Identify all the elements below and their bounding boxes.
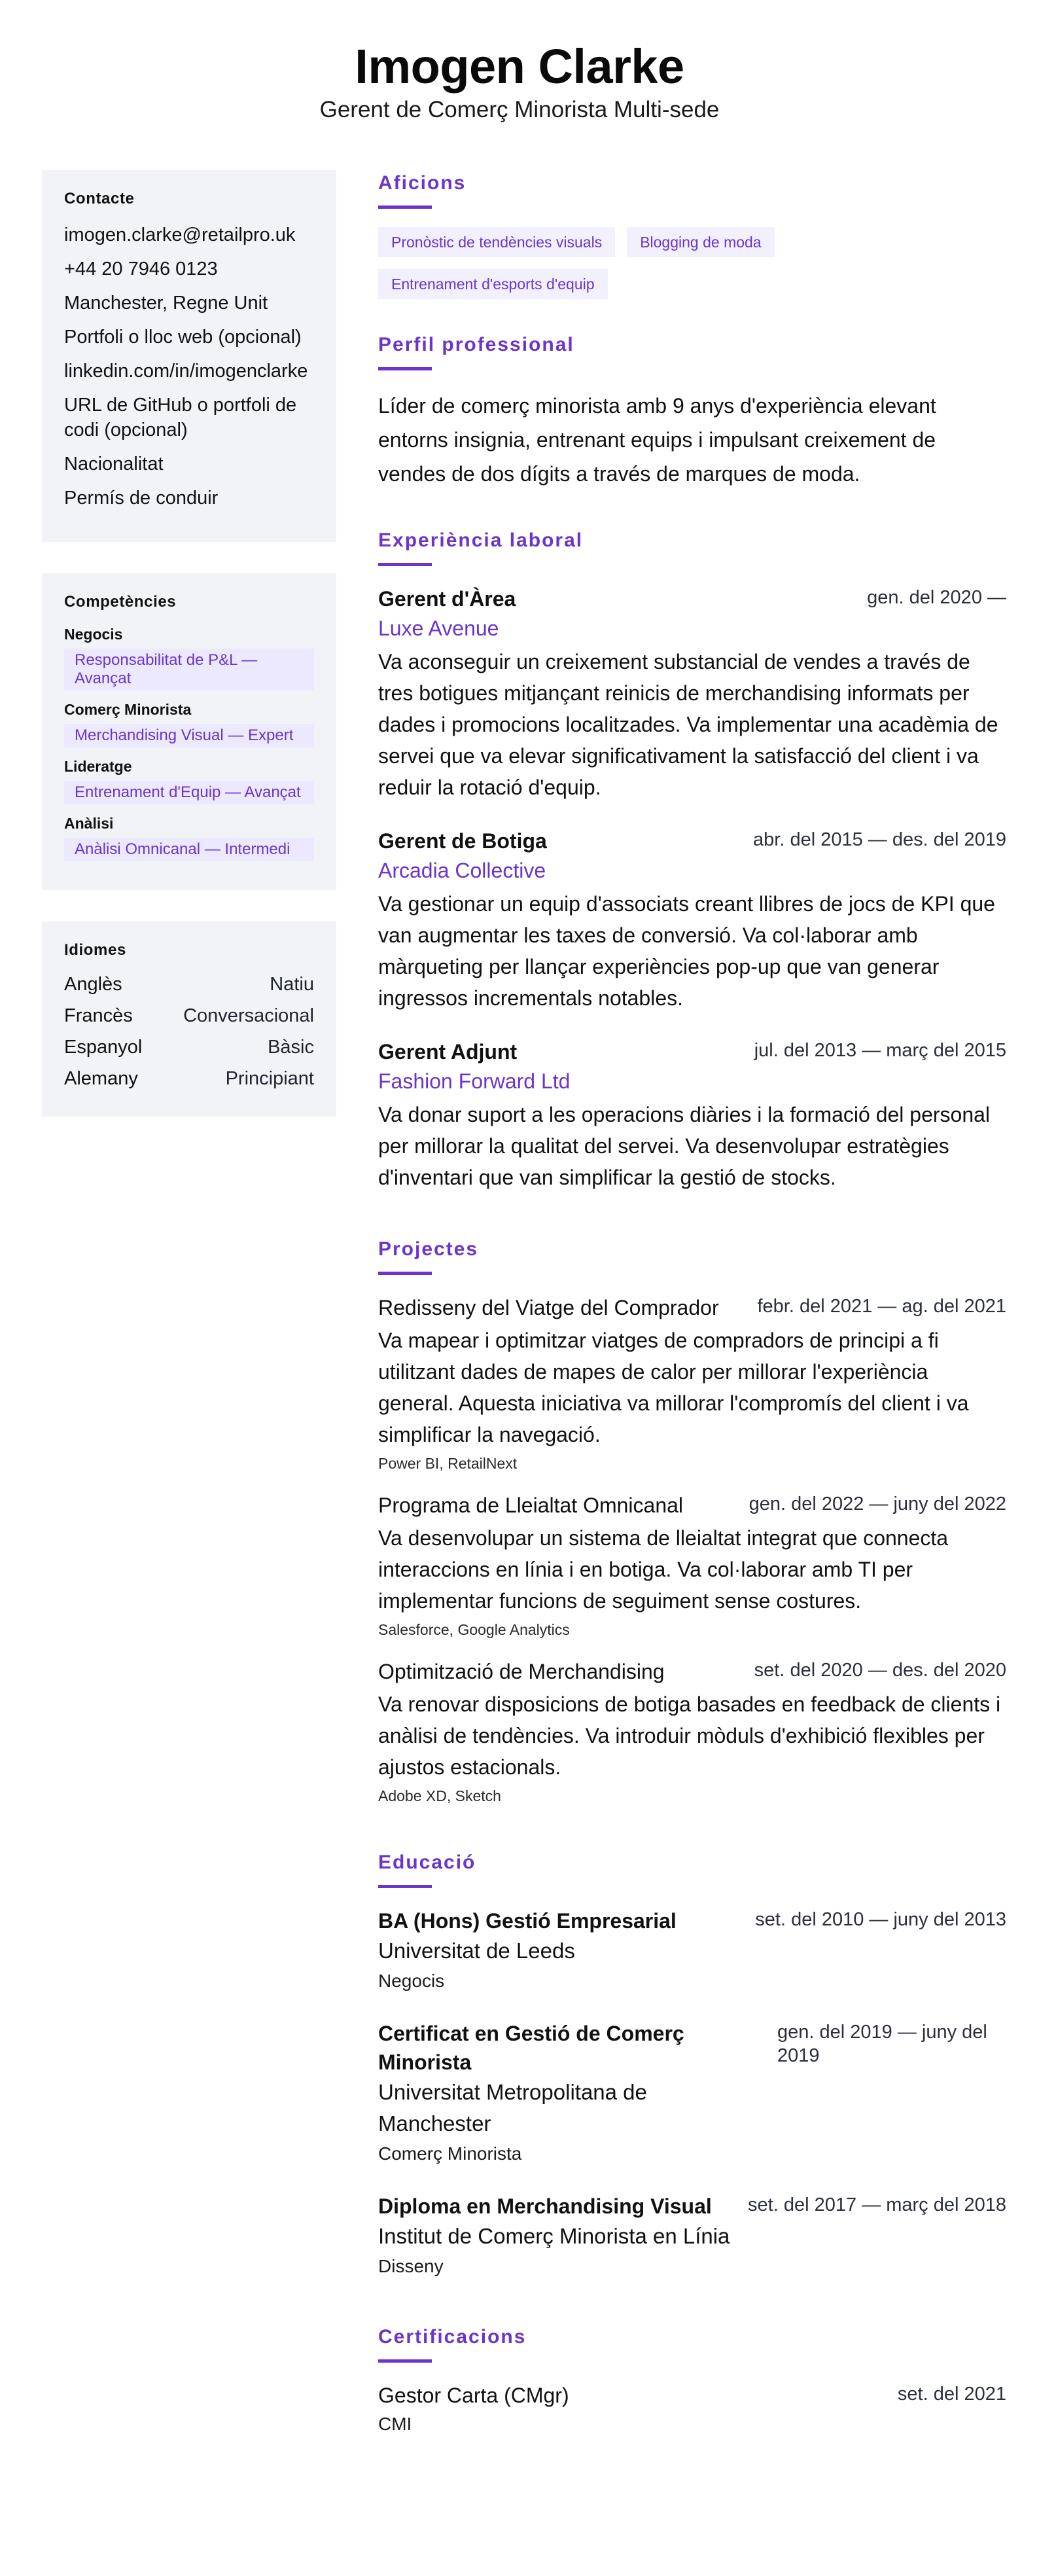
candidate-name: Imogen Clarke bbox=[355, 39, 684, 94]
profile-summary: Líder de comerç minorista amb 9 anys d'experiència elevant entorns insignia, entrenant equips i impulsant creixement de vendes de dos dígits a través de marques de moda. bbox=[378, 394, 936, 486]
project-name: Programa de Lleialtat Omnicanal bbox=[378, 1494, 684, 1517]
contact-linkedin[interactable]: linkedin.com/in/imogenclarke bbox=[64, 361, 308, 382]
skill-group bbox=[64, 758, 314, 804]
language-level: Conversacional bbox=[183, 1005, 314, 1026]
education-entry bbox=[378, 2192, 1006, 2281]
contact-driving-license: Permís de conduir bbox=[64, 488, 219, 509]
skill-group-title: Comerç Minorista bbox=[64, 701, 192, 718]
contact-phone[interactable]: +44 20 7946 0123 bbox=[64, 259, 218, 279]
education-dates: set. del 2017 — març del 2018 bbox=[748, 2194, 1006, 2215]
skill-tag: Entrenament d'Equip — Avançat bbox=[64, 781, 314, 804]
certification-name: Gestor Carta (CMgr) bbox=[378, 2384, 569, 2407]
skill-group bbox=[64, 815, 314, 861]
certification-issuer: CMI bbox=[378, 2414, 412, 2434]
project-name: Optimització de Merchandising bbox=[378, 1660, 665, 1683]
education-dates: set. del 2010 — juny del 2013 bbox=[755, 1909, 1006, 1930]
job-title: Gerent Adjunt bbox=[378, 1040, 518, 1064]
section-divider bbox=[378, 2359, 432, 2363]
field-of-study: Comerç Minorista bbox=[378, 2143, 522, 2164]
institution-name: Universitat de Leeds bbox=[378, 1939, 575, 1963]
project-entry bbox=[378, 1491, 1006, 1640]
hobby-tag: Blogging de moda bbox=[627, 227, 774, 257]
profile-section bbox=[378, 332, 1006, 491]
resume-header bbox=[0, 0, 1039, 170]
institution-name: Institut de Comerç Minorista en Línia bbox=[378, 2224, 730, 2248]
job-dates: gen. del 2020 — bbox=[867, 587, 1006, 608]
education-entry bbox=[378, 2019, 1006, 2168]
job-title: Gerent d'Àrea bbox=[378, 587, 516, 611]
skill-tag: Anàlisi Omnicanal — Intermedi bbox=[64, 838, 314, 861]
hobby-tag: Pronòstic de tendències visuals bbox=[378, 227, 615, 257]
language-level: Natiu bbox=[270, 974, 314, 995]
project-entry bbox=[378, 1293, 1006, 1474]
company-name: Arcadia Collective bbox=[378, 859, 546, 882]
hobbies-section bbox=[378, 170, 1006, 299]
project-technologies: Adobe XD, Sketch bbox=[378, 1787, 501, 1804]
project-entry bbox=[378, 1657, 1006, 1806]
section-title: Experiència laboral bbox=[378, 529, 584, 551]
section-divider bbox=[378, 1272, 432, 1275]
section-title: Projectes bbox=[378, 1238, 479, 1260]
section-title: Certificacions bbox=[378, 2326, 527, 2348]
language-row bbox=[64, 1063, 314, 1094]
project-technologies: Power BI, RetailNext bbox=[378, 1455, 518, 1472]
company-name: Fashion Forward Ltd bbox=[378, 1069, 571, 1093]
skill-group-title: Anàlisi bbox=[64, 815, 114, 832]
section-title: Educació bbox=[378, 1851, 476, 1873]
project-technologies: Salesforce, Google Analytics bbox=[378, 1621, 570, 1638]
job-dates: jul. del 2013 — març del 2015 bbox=[754, 1040, 1006, 1061]
language-name: Francès bbox=[64, 1005, 133, 1026]
certifications-section bbox=[378, 2324, 1006, 2439]
language-name: Espanyol bbox=[64, 1037, 143, 1058]
main-column bbox=[378, 170, 1006, 2482]
education-entry bbox=[378, 1906, 1006, 1995]
job-title: Gerent de Botiga bbox=[378, 829, 547, 853]
contact-card bbox=[42, 170, 336, 542]
experience-entry bbox=[378, 584, 1006, 803]
language-name: Alemany bbox=[64, 1068, 138, 1089]
skill-group-title: Negocis bbox=[64, 626, 123, 643]
experience-entry bbox=[378, 827, 1006, 1014]
degree-name: Certificat en Gestió de Comerç Minorista bbox=[378, 2022, 684, 2074]
section-divider bbox=[378, 563, 432, 566]
contact-title: Contacte bbox=[64, 190, 135, 207]
hobby-tag: Entrenament d'esports d'equip bbox=[378, 269, 608, 299]
job-description: Va donar suport a les operacions diàries i la formació del personal per millorar la qualitat del servei. Va desenvolupar estratègies d'inventari que van simplificar la gestió de stocks. bbox=[378, 1103, 991, 1189]
project-dates: gen. del 2022 — juny del 2022 bbox=[748, 1494, 1006, 1514]
contact-location: Manchester, Regne Unit bbox=[64, 293, 268, 313]
field-of-study: Negocis bbox=[378, 1971, 445, 1991]
project-description: Va mapear i optimitzar viatges de compradors de principi a fi utilitzant dades de mapes de calor per millorar l'experiència general. Aquesta iniciativa va millorar l'compromís del client i va simplificar la navegació. bbox=[378, 1329, 969, 1446]
skill-group bbox=[64, 701, 314, 747]
project-dates: set. del 2020 — des. del 2020 bbox=[754, 1660, 1006, 1681]
project-name: Redisseny del Viatge del Comprador bbox=[378, 1296, 719, 1319]
candidate-title: Gerent de Comerç Minorista Multi-sede bbox=[319, 97, 720, 122]
skills-title: Competències bbox=[64, 593, 177, 611]
section-title: Perfil professional bbox=[378, 334, 574, 355]
section-title: Aficions bbox=[378, 172, 467, 194]
skill-group bbox=[64, 626, 314, 690]
education-section bbox=[378, 1850, 1006, 2281]
education-dates: gen. del 2019 — juny del 2019 bbox=[777, 2022, 987, 2066]
skills-card bbox=[42, 573, 336, 890]
job-description: Va aconseguir un creixement substancial de vendes a través de tres botigues mitjançant reinicis de merchandising informats per dades i promocions localitzades. Va implementar una acadèmia de servei que va elevar significativament la satisfacció del client i va reduir la rotació d'equip. bbox=[378, 650, 998, 799]
language-name: Anglès bbox=[64, 974, 122, 995]
job-dates: abr. del 2015 — des. del 2019 bbox=[753, 829, 1006, 850]
experience-section bbox=[378, 528, 1006, 1193]
contact-portfolio[interactable]: Portfoli o lloc web (opcional) bbox=[64, 327, 302, 348]
degree-name: Diploma en Merchandising Visual bbox=[378, 2194, 712, 2218]
project-dates: febr. del 2021 — ag. del 2021 bbox=[757, 1296, 1006, 1317]
projects-section bbox=[378, 1236, 1006, 1806]
skill-tag: Responsabilitat de P&L — Avançat bbox=[64, 649, 314, 690]
language-row bbox=[64, 1031, 314, 1063]
contact-nationality: Nacionalitat bbox=[64, 454, 164, 474]
degree-name: BA (Hons) Gestió Empresarial bbox=[378, 1909, 677, 1933]
resume-body bbox=[0, 170, 1039, 2482]
section-divider bbox=[378, 206, 432, 209]
certification-date: set. del 2021 bbox=[897, 2384, 1006, 2405]
job-description: Va gestionar un equip d'associats creant llibres de jocs de KPI que van augmentar les taxes de conversió. Va col·laborar amb màrqueting per llançar experiències pop-up que van generar ingressos incrementals notables. bbox=[378, 892, 995, 1010]
section-divider bbox=[378, 367, 432, 370]
skill-tag: Merchandising Visual — Expert bbox=[64, 724, 314, 747]
sidebar bbox=[42, 170, 336, 2482]
language-row bbox=[64, 969, 314, 1000]
company-name: Luxe Avenue bbox=[378, 617, 499, 640]
hobby-list bbox=[378, 227, 849, 299]
contact-email[interactable]: imogen.clarke@retailpro.uk bbox=[64, 224, 296, 245]
certification-entry bbox=[378, 2381, 1006, 2439]
skill-group-title: Lideratge bbox=[64, 758, 132, 775]
institution-name: Universitat Metropolitana de Manchester bbox=[378, 2080, 647, 2136]
contact-github[interactable]: URL de GitHub o portfoli de codi (opcional) bbox=[64, 395, 297, 440]
language-row bbox=[64, 1000, 314, 1031]
project-description: Va desenvolupar un sistema de lleialtat integrat que connecta interaccions en línia i en botiga. Va col·laborar amb TI per implementar funcions de seguiment sense costures. bbox=[378, 1526, 949, 1613]
languages-card bbox=[42, 921, 336, 1117]
language-level: Principiant bbox=[225, 1068, 314, 1089]
section-divider bbox=[378, 1885, 432, 1888]
project-description: Va renovar disposicions de botiga basades en feedback de clients i anàlisi de tendències. Va introduir mòduls d'exhibició flexibles per ajustos estacionals. bbox=[378, 1692, 1001, 1779]
experience-entry bbox=[378, 1037, 1006, 1193]
languages-title: Idiomes bbox=[64, 941, 126, 959]
language-level: Bàsic bbox=[268, 1037, 314, 1058]
field-of-study: Disseny bbox=[378, 2256, 444, 2276]
